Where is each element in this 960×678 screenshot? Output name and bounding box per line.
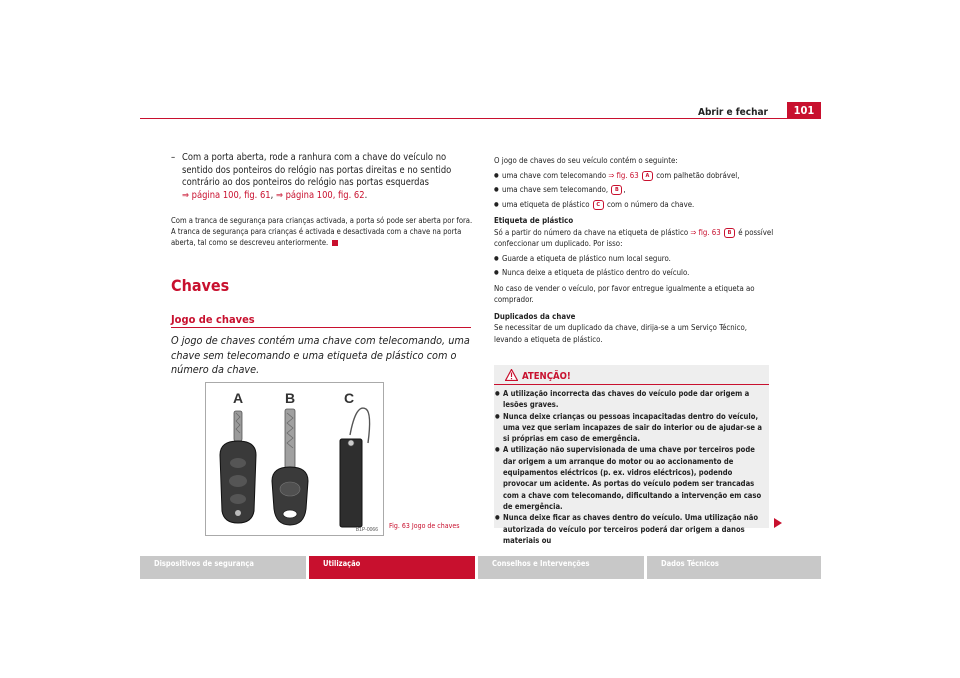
section-title: Chaves — [171, 276, 230, 295]
step-end: . — [364, 189, 368, 201]
warning-title: ATENÇÃO! — [522, 371, 571, 382]
footer-tab-utilizacao[interactable]: Utilização — [309, 556, 475, 579]
list-text: com o número da chave. — [606, 199, 695, 209]
figure-code: B1P-0066 — [355, 527, 378, 533]
tag-b: B — [724, 228, 735, 238]
warning-item: ● A utilização não supervisionada de uma chave por terceiros pode dar origem a um arranque do motor ou ao accionamento de equipamentos eléctricos (p. ex. vidros eléctricos), podendo provocar um acidente. As portas do veículo podem ser trancadas com a chave com telecomando, dificultando a intervenção em caso de emergência. — [495, 444, 767, 512]
duplicates-paragraph: Se necessitar de um duplicado da chave, dirija-se a um Serviço Técnico, levando a etiqueta de plástico. — [494, 323, 748, 344]
keys-illustration — [206, 383, 383, 535]
list-text: uma etiqueta de plástico — [502, 199, 590, 209]
note-paragraph — [171, 215, 473, 248]
list-text: uma chave com telecomando — [502, 170, 607, 180]
continue-arrow-icon — [773, 518, 783, 528]
step-text: Com a porta aberta, rode a ranhura com a chave do veículo no sentido dos ponteiros do relógio nas portas direitas e no sentido contrário ao dos ponteiros do relógio nas portas esquerdas — [182, 152, 452, 189]
list-text: , — [623, 185, 626, 194]
warning-item: ● Nunca deixe ficar as chaves dentro do veículo. Uma utilização não autorizada do veículo por terceiros poderá dar origem a danos materiais ou — [495, 512, 767, 546]
plastic-tag-icon — [340, 408, 370, 527]
figure-label-c: C — [343, 390, 355, 406]
header-rule — [140, 118, 821, 119]
standard-key-icon — [272, 409, 308, 525]
list-item — [494, 170, 774, 182]
list-item: ● Guarde a etiqueta de plástico num local seguro. — [494, 253, 774, 265]
resale-paragraph: No caso de vender o veículo, por favor entregue igualmente a etiqueta ao comprador. — [494, 283, 755, 304]
tag-a: A — [642, 171, 653, 181]
subsection-title: Jogo de chaves — [171, 313, 255, 326]
warning-triangle-icon — [505, 369, 518, 381]
list-text: com palhetão dobrável, — [656, 170, 740, 180]
figure-label-b: B — [284, 390, 296, 406]
fig-ref-link[interactable]: ⇒ fig. 63 — [608, 170, 639, 180]
note-text: Com a tranca de segurança para crianças activada, a porta só pode ser aberta por fora. A tranca de segurança para crianças é activada e desactivada com a chave na porta aberta, tal como se descreveu anteriormente. — [171, 216, 473, 247]
figure-keys — [205, 382, 384, 536]
warning-rule — [494, 384, 769, 385]
list-item — [494, 184, 774, 196]
step-ref-link-1[interactable]: ⇒ página 100, fig. 61 — [182, 189, 271, 201]
keyset-paragraph: O jogo de chaves do seu veículo contém o seguinte: — [494, 156, 678, 165]
right-column — [494, 155, 774, 345]
warning-item: ● A utilização incorrecta das chaves do veículo pode dar origem a lesões graves. — [495, 388, 767, 411]
step-ref-separator: , — [270, 189, 276, 201]
warning-item: ● Nunca deixe crianças ou pessoas incapacitadas dentro do veículo, uma vez que seriam incapazes de sair do interior ou de ajudar-se a si próprias em caso de emergência. — [495, 411, 767, 445]
running-header-title: Abrir e fechar — [698, 107, 768, 118]
page-number: 101 — [787, 102, 821, 119]
end-of-section-mark — [332, 240, 338, 246]
heading-duplicates: Duplicados da chave — [494, 311, 576, 321]
list-item — [494, 199, 774, 211]
intro-paragraph: O jogo de chaves contém uma chave com telecomando, uma chave sem telecomando e uma etiqueta de plástico com o número da chave. — [171, 334, 470, 376]
remote-key-icon — [220, 411, 256, 523]
step-dash: – — [171, 152, 176, 163]
paragraph-text: Só a partir do número da chave na etiqueta de plástico — [494, 227, 689, 237]
list-text: uma chave sem telecomando, — [502, 185, 609, 194]
footer-tab-seguranca[interactable]: Dispositivos de segurança — [140, 556, 306, 579]
tag-b: B — [611, 185, 622, 195]
fig-ref-link[interactable]: ⇒ fig. 63 — [690, 227, 721, 237]
heading-plastic-tag: Etiqueta de plástico — [494, 216, 574, 225]
warning-header — [505, 369, 571, 382]
footer-tab-dados-tecnicos[interactable]: Dados Técnicos — [647, 556, 821, 579]
warning-list — [495, 388, 767, 546]
paragraph-text: é possível confeccionar um duplicado. Por isso: — [494, 227, 774, 248]
plastic-tag-paragraph — [494, 227, 774, 250]
figure-label-a: A — [232, 390, 244, 406]
instruction-step — [171, 152, 471, 202]
list-item: ● Nunca deixe a etiqueta de plástico dentro do veículo. — [494, 267, 774, 279]
tag-c: C — [593, 200, 604, 210]
footer-tab-conselhos[interactable]: Conselhos e Intervenções — [478, 556, 644, 579]
subsection-rule — [171, 327, 471, 328]
figure-caption: Fig. 63 Jogo de chaves — [389, 522, 460, 530]
step-ref-link-2[interactable]: ⇒ página 100, fig. 62 — [275, 189, 365, 201]
